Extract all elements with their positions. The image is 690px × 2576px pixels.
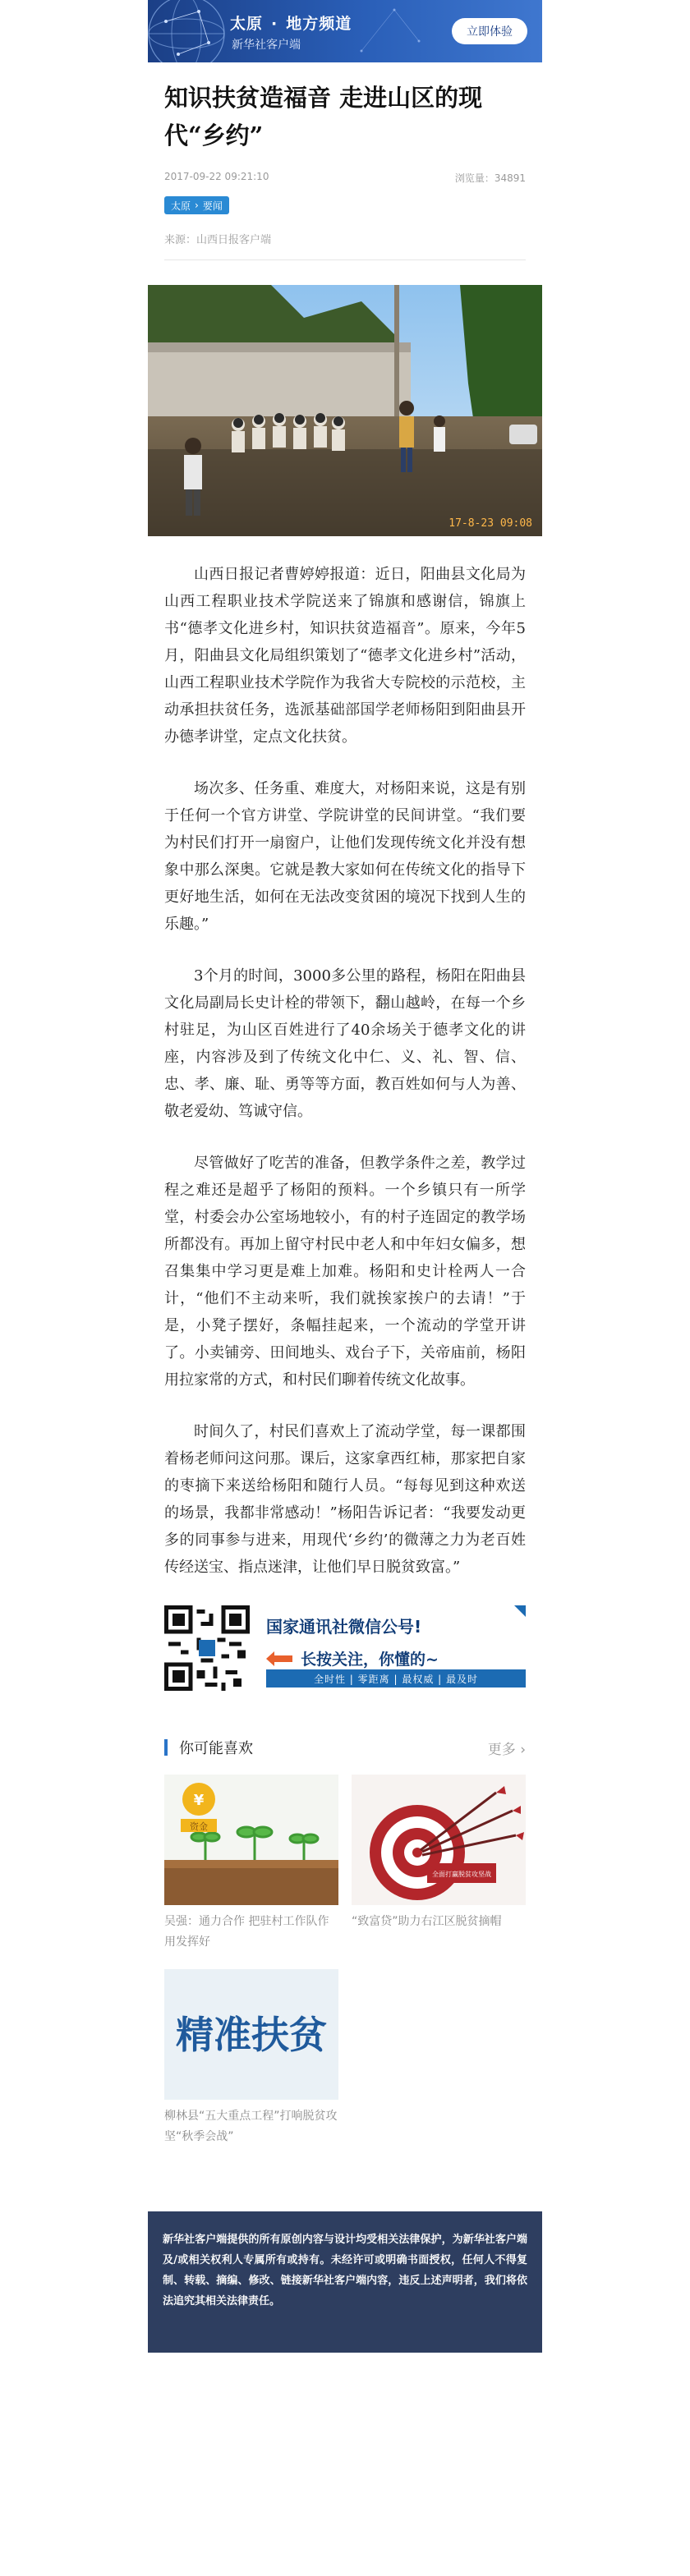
recommend-title — [164, 1737, 253, 1758]
tag-area: 要闻 — [202, 200, 223, 212]
ad-line-text: 长按关注，你懂的~ — [301, 1651, 439, 1669]
breadcrumb — [164, 196, 526, 214]
article-photo — [148, 285, 542, 536]
article-paragraph: 山西日报记者曹婷婷报道：近日，阳曲县文化局为山西工程职业技术学院送来了锦旗和感谢信，锦旗上书“德孝文化进乡村，知识扶贫造福音”。原来，今年5月，阳曲县文化局组织策划了“德孝文化进乡村”活动，山西工程职业技术学院作为我省大专院校的示范校，主动承担扶贫任务，选派基础部国学老师杨阳到阳曲县开办德孝讲堂，定点文化扶贫。 — [164, 566, 526, 746]
publish-datetime: 2017-09-22 09:21:10 — [164, 171, 269, 182]
try-now-button[interactable]: 立即体验 — [452, 18, 527, 44]
channel-tag[interactable] — [164, 196, 229, 214]
article-body — [164, 561, 526, 1581]
recommend-card[interactable] — [164, 1775, 338, 1954]
village-lecture-photo — [148, 285, 542, 536]
article-paragraph: 场次多、任务重、难度大，对杨阳来说，这是有别于任何一个官方讲堂、学院讲堂的民间讲堂。“我们要为村民们打开一扇窗户，让他们发现传统文化并没有想象中那么深奥。它就是教大家如何在传统文化的指导下更好地生活，如何在无法改变贫困的境况下找到人生的乐趣。” — [164, 780, 526, 933]
board-text: 全面打赢脱贫攻坚战 — [432, 1871, 491, 1878]
more-link-text: 更多 — [487, 1741, 516, 1758]
recommend-title-text: 你可能喜欢 — [179, 1740, 253, 1757]
ad-line — [266, 1647, 526, 1669]
seedling-coin-image — [164, 1775, 338, 1905]
wechat-follow-ad[interactable] — [164, 1605, 526, 1691]
target-darts-image — [352, 1775, 526, 1905]
thumb-text: 精准扶贫 — [176, 2013, 327, 2057]
ad-title: 国家通讯社微信公号! — [266, 1617, 422, 1637]
recommend-card[interactable] — [164, 1969, 338, 2149]
recommend-caption: 柳林县“五大重点工程”打响脱贫攻坚“秋季会战” — [164, 2110, 338, 2143]
page — [148, 0, 542, 2353]
recommend-header — [164, 1737, 526, 1758]
separator-dot: · — [271, 15, 278, 33]
city-name: 太原 — [230, 15, 264, 33]
recommend-thumb — [164, 1775, 338, 1905]
copyright-footer: 新华社客户端提供的所有原创内容与设计均受相关法律保护，为新华社客户端及/或相关权利人专属所有或持有。未经许可或明确书面授权，任何人不得复制、转载、摘编、修改、链接新华社客户端内容，违反上述声明者，我们将依法追究其相关法律责任。 — [148, 2211, 542, 2353]
recommend-thumb — [352, 1775, 526, 1905]
channel-title — [230, 11, 352, 34]
article-container — [148, 79, 542, 2164]
recommend-caption: “致富贷”助力右江区脱贫摘帽 — [352, 1915, 502, 1928]
corner-decoration — [514, 1605, 526, 1617]
precision-poverty-image — [164, 1969, 338, 2100]
article-title: 知识扶贫造福音 走进山区的现代“乡约” — [164, 84, 483, 149]
app-banner — [148, 0, 542, 62]
arrow-left-icon — [266, 1651, 292, 1666]
channel-name: 地方频道 — [286, 15, 352, 33]
chevron-right-icon: › — [515, 1741, 526, 1758]
article-paragraph: 时间久了，村民们喜欢上了流动学堂，每一课都围着杨老师问这问那。课后，这家拿西红柿，那家把自家的枣摘下来送给杨阳和随行人员。“每每见到这种欢送的场景，我都非常感动！”杨阳告诉记者：“我要发动更多的同事参与进来，用现代‘乡约’的微薄之力为老百姓传经送宝、指点迷津，让他们早日脱贫致富。” — [164, 1423, 526, 1576]
more-link[interactable] — [488, 1738, 526, 1758]
recommend-thumb — [164, 1969, 338, 2100]
article-paragraph: 3个月的时间，3000多公里的路程，杨阳在阳曲县文化局副局长史计栓的带领下，翻山越岭，在每一个乡村驻足，为山区百姓进行了40余场关于德孝文化的讲座，内容涉及到了传统文化中仁、义、礼、智、信、忠、孝、廉、耻、勇等等方面，教百姓如何与人为善、敬老爱幼、笃诚守信。 — [164, 967, 526, 1120]
svg-text:¥: ¥ — [193, 1792, 205, 1809]
article-meta — [164, 171, 526, 185]
tag-city: 太原 — [171, 200, 191, 212]
article-paragraph: 尽管做好了吃苦的准备，但教学条件之差，教学过程之难还是超乎了杨阳的预料。一个乡镇只有一所学堂，村委会办公室场地较小，有的村子连固定的教学场所都没有。再加上留守村民中老人和中年妇女偏多，想召集集中学习更是难上加难。杨阳和史计栓两人一合计，“他们不主动来听，我们就挨家挨户的去请！”于是，小凳子摆好，条幅挂起来，一个流动的学堂开讲了。小卖铺旁、田间地头、戏台子下，关帝庙前，杨阳用拉家常的方式，和村民们聊着传统文化故事。 — [164, 1155, 526, 1389]
view-count: 浏览量：34891 — [454, 172, 526, 184]
recommend-caption: 吴强：通力合作 把驻村工作队作用发挥好 — [164, 1915, 329, 1949]
article-source: 来源：山西日报客户端 — [164, 231, 526, 260]
ad-slogan-strip: 全时性 | 零距离 | 最权威 | 最及时 — [266, 1669, 526, 1687]
qr-code-icon — [164, 1605, 250, 1691]
chevron-right-icon: › — [195, 200, 199, 211]
recommend-grid — [164, 1775, 526, 2164]
coin-label: 资金 — [190, 1821, 208, 1832]
ad-content — [266, 1605, 526, 1691]
app-name: 新华社客户端 — [232, 39, 301, 52]
recommend-card[interactable] — [352, 1775, 526, 1954]
section-bar — [164, 1739, 168, 1756]
photo-timestamp: 17-8-23 09:08 — [448, 517, 532, 530]
